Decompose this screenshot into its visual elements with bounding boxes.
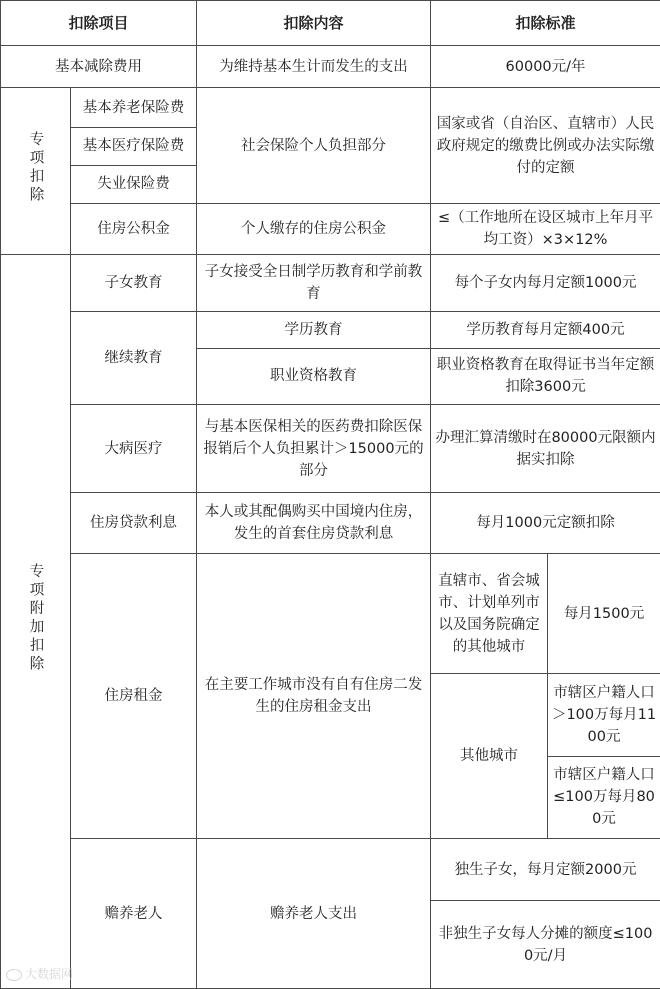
mortgage-interest-item: 住房贷款利息 <box>71 493 197 553</box>
vocational-education-standard: 职业资格教育在取得证书当年定额扣除3600元 <box>431 348 660 404</box>
mortgage-interest-content: 本人或其配偶购买中国境内住房，发生的首套住房贷款利息 <box>197 493 431 553</box>
table-row <box>1 88 660 127</box>
basic-row <box>1 46 660 88</box>
watermark-text: 大数据网 <box>25 967 74 981</box>
special-deduction-category <box>1 88 71 255</box>
major-city-group: 直辖市、省会城市、计划单列市以及国务院确定的其他城市 <box>431 553 548 674</box>
only-child-standard: 独生子女，每月定额2000元 <box>431 839 660 901</box>
header-row <box>1 1 660 46</box>
non-only-child-standard: 非独生子女每人分摊的额度≤1000元/月 <box>431 901 660 989</box>
table-row <box>1 255 660 311</box>
serious-illness-standard: 办理汇算清缴时在80000元限额内据实扣除 <box>431 404 660 492</box>
continuing-education-item: 继续教育 <box>71 311 197 404</box>
basic-standard: 60000元/年 <box>431 46 660 88</box>
elderly-support-item: 赡养老人 <box>71 839 197 989</box>
additional-deduction-category <box>1 255 74 989</box>
insurance-standard: 国家或省（自治区、直辖市）人民政府规定的缴费比例或办法实际缴付的定额 <box>431 88 660 204</box>
table-row <box>1 493 660 553</box>
header-content: 扣除内容 <box>197 1 431 46</box>
small-city-standard: 市辖区户籍人口≤100万每月800元 <box>548 756 660 838</box>
mortgage-interest-standard: 每月1000元定额扣除 <box>431 493 660 553</box>
table-row <box>1 553 660 674</box>
housing-rent-item: 住房租金 <box>71 553 197 838</box>
header-standard: 扣除标准 <box>431 1 660 46</box>
table-row <box>1 203 660 254</box>
insurance-content: 社会保险个人负担部分 <box>197 88 431 204</box>
weibo-logo-icon <box>6 969 22 981</box>
large-city-standard: 市辖区户籍人口＞100万每月1100元 <box>548 674 660 756</box>
special-category-label: 专项扣除 <box>27 130 44 205</box>
table-row <box>1 311 660 348</box>
elderly-support-content: 赡养老人支出 <box>197 839 431 989</box>
housing-fund-standard: ≤（工作地所在设区城市上年月平均工资）×3×12% <box>431 203 660 254</box>
serious-illness-item: 大病医疗 <box>71 404 197 492</box>
basic-content: 为维持基本生计而发生的支出 <box>197 46 431 88</box>
housing-rent-content: 在主要工作城市没有自有住房二发生的住房租金支出 <box>197 553 431 838</box>
watermark <box>6 965 73 982</box>
other-city-group: 其他城市 <box>431 674 548 839</box>
header-item: 扣除项目 <box>1 1 197 46</box>
medical-insurance-item: 基本医疗保险费 <box>71 127 197 165</box>
children-education-standard: 每个子女内每月定额1000元 <box>431 255 660 311</box>
serious-illness-content: 与基本医保相关的医药费扣除医保报销后个人负担累计＞15000元的部分 <box>197 404 431 492</box>
vocational-education-content: 职业资格教育 <box>197 348 431 404</box>
housing-fund-content: 个人缴存的住房公积金 <box>197 203 431 254</box>
unemployment-insurance-item: 失业保险费 <box>71 165 197 203</box>
table-row <box>1 404 660 492</box>
pension-insurance-item: 基本养老保险费 <box>71 88 197 127</box>
children-education-content: 子女接受全日制学历教育和学前教育 <box>197 255 431 311</box>
children-education-item: 子女教育 <box>71 255 197 311</box>
additional-category-label: 专项附加扣除 <box>27 562 44 674</box>
basic-item: 基本减除费用 <box>1 46 197 88</box>
housing-fund-item: 住房公积金 <box>71 203 197 254</box>
academic-education-standard: 学历教育每月定额400元 <box>431 311 660 348</box>
major-city-standard: 每月1500元 <box>548 553 660 674</box>
academic-education-content: 学历教育 <box>197 311 431 348</box>
table-row <box>1 839 660 901</box>
